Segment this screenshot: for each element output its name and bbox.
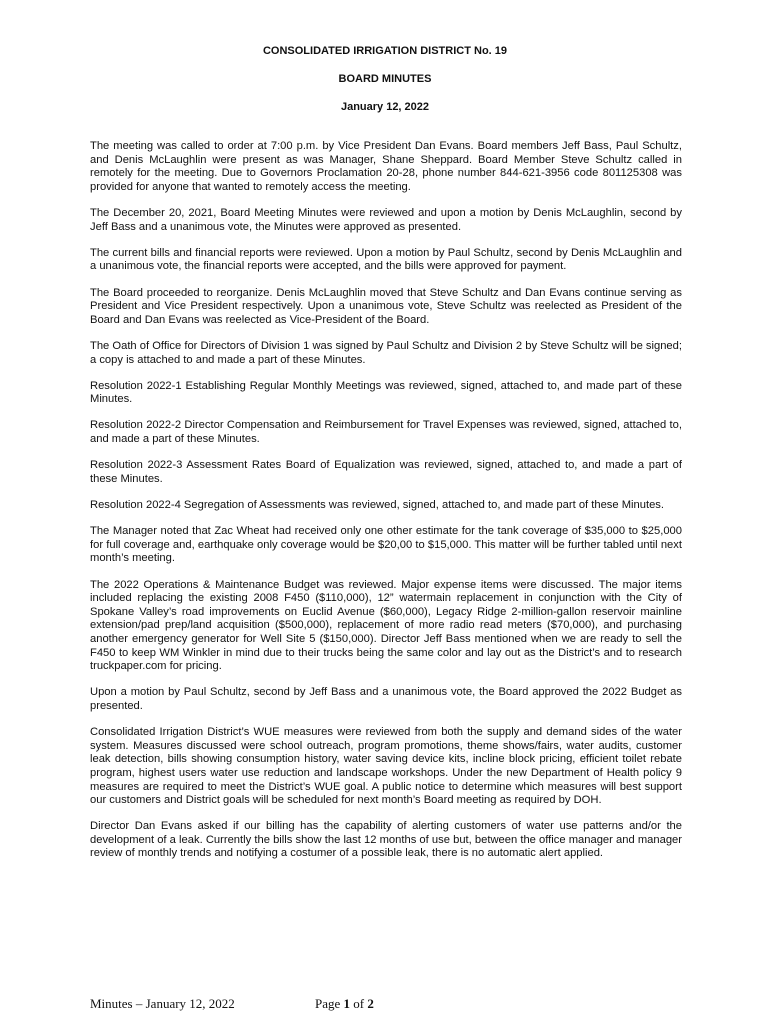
- paragraph-resolution-1: Resolution 2022-1 Establishing Regular Monthly Meetings was reviewed, signed, attached to, and made part of these Minutes.: [90, 379, 682, 406]
- minutes-body: [90, 140, 682, 874]
- footer-page-word: Page: [315, 996, 344, 1011]
- paragraph-budget-review: The 2022 Operations & Maintenance Budget was reviewed. Major expense items were discussed. The major items included replacing the existing 2008 F450 ($110,000), 12” watermain replacement in conjunction with the City of Spokane Valley’s road improvements on Euclid Avenue ($60,000), Legacy Ridge 2-million-gallon reservoir mainline extension/pad prep/land acquisition ($500,000), replacement of more radio read meters ($70,000), and purchasing another emergency generator for Well Site 5 ($150,000). Director Jeff Bass mentioned when we are ready to sell the F450 to keep WM Winkler in mind due to their trucks being the same color and lay out as the District’s and to research truckpaper.com for pricing.: [90, 578, 682, 673]
- footer-minutes-date: Minutes – January 12, 2022: [90, 996, 235, 1011]
- footer-of-word: of: [350, 996, 368, 1011]
- footer-page-total: 2: [367, 996, 374, 1011]
- paragraph-reorganization: The Board proceeded to reorganize. Denis McLaughlin moved that Steve Schultz and Dan Evans continue serving as President and Vice President respectively. Upon a unanimous vote, Steve Schultz was reelected as President of the Board and Dan Evans was reelected as Vice-President of the Board.: [90, 286, 682, 326]
- footer-page-number: [315, 996, 374, 1012]
- paragraph-resolution-2: Resolution 2022-2 Director Compensation and Reimbursement for Travel Expenses was reviewed, signed, attached to, and made a part of these Minutes.: [90, 419, 682, 446]
- footer-page-current: 1: [343, 996, 351, 1011]
- district-title: CONSOLIDATED IRRIGATION DISTRICT No. 19: [262, 45, 508, 57]
- paragraph-resolution-4: Resolution 2022-4 Segregation of Assessments was reviewed, signed, attached to, and made part of these Minutes.: [90, 499, 665, 512]
- paragraph-previous-minutes: The December 20, 2021, Board Meeting Minutes were reviewed and upon a motion by Denis McLaughlin, second by Jeff Bass and a unanimous vote, the Minutes were approved as presented.: [90, 206, 682, 233]
- paragraph-call-to-order: The meeting was called to order at 7:00 p.m. by Vice President Dan Evans. Board members Jeff Bass, Paul Schultz, and Denis McLaughlin were present as was Manager, Shane Sheppard. Board Member Steve Schultz called in remotely for the meeting. Due to Governors Proclamation 20-28, phone number 844-621-3956 code 801125308 was provided for anyone that wanted to remotely access the meeting.: [90, 140, 682, 193]
- paragraph-tank-coverage: The Manager noted that Zac Wheat had received only one other estimate for the tank coverage of $35,000 to $25,000 for full coverage and, earthquake only coverage would be $20,00 to $15,000. This matter will be further tabled until next month’s meeting.: [90, 525, 682, 565]
- paragraph-bills-financials: The current bills and financial reports were reviewed. Upon a motion by Paul Schultz, second by Denis McLaughlin and a unanimous vote, the financial reports were accepted, and the bills were approved for payment.: [90, 246, 682, 273]
- document-type: BOARD MINUTES: [338, 73, 432, 85]
- paragraph-oath-of-office: The Oath of Office for Directors of Division 1 was signed by Paul Schultz and Division 2 by Steve Schultz will be signed; a copy is attached to and made a part of these Minutes.: [90, 339, 682, 366]
- paragraph-wue-measures: Consolidated Irrigation District’s WUE measures were reviewed from both the supply and demand sides of the water system. Measures discussed were school outreach, program promotions, theme shows/fairs, water audits, customer leak detection, bills showing consumption history, water saving device kits, incline block pricing, efficient toilet rebate program, highest users water use reduction and landscape workshops. Under the new Department of Health policy 9 measures are required to meet the District’s WUE goal. A public notice to determine which measures will best support our customers and District goals will be scheduled for next month’s Board meeting as required by DOH.: [90, 726, 682, 807]
- paragraph-budget-approval: Upon a motion by Paul Schultz, second by Jeff Bass and a unanimous vote, the Board approved the 2022 Budget as presented.: [90, 686, 682, 712]
- paragraph-resolution-3: Resolution 2022-3 Assessment Rates Board of Equalization was reviewed, signed, attached to, and made a part of these Minutes.: [90, 459, 682, 485]
- meeting-date: January 12, 2022: [340, 101, 430, 113]
- paragraph-billing-alerts: Director Dan Evans asked if our billing has the capability of alerting customers of water use patterns and/or the development of a leak. Currently the bills show the last 12 months of use but, between the office manager and manager review of monthly trends and notifying a costumer of a possible leak, there is no automatic alert applied.: [90, 820, 682, 860]
